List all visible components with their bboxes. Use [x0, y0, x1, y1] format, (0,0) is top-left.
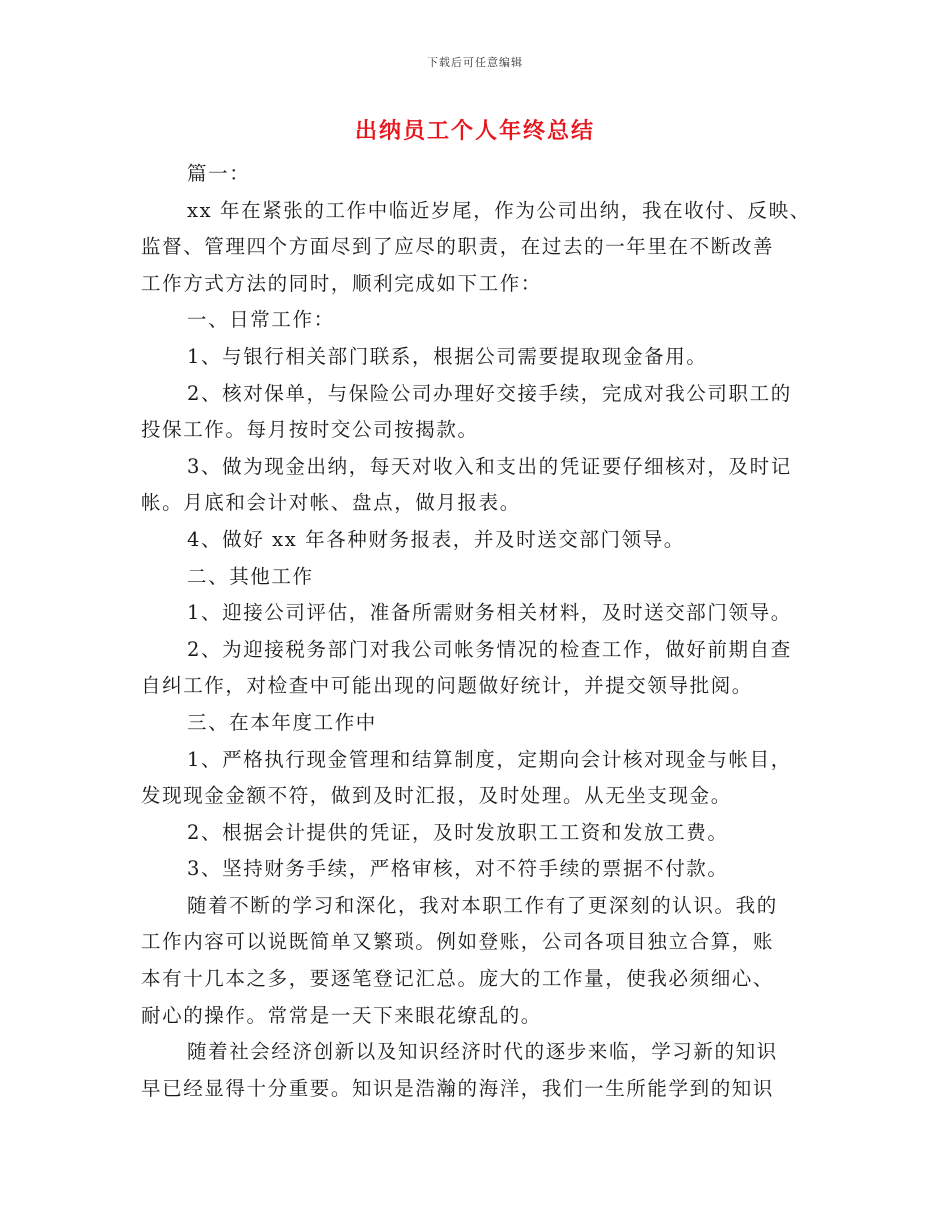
text-line: 三、在本年度工作中	[187, 710, 377, 734]
text-line: 3、做为现金出纳，每天对收入和支出的凭证要仔细核对，及时记	[187, 454, 792, 478]
text-line: 投保工作。每月按时交公司按揭款。	[141, 418, 479, 442]
text-line: xx 年在紧张的工作中临近岁尾，作为公司出纳，我在收付、反映、	[187, 198, 811, 222]
text-line: 工作方式方法的同时，顺利完成如下工作：	[141, 271, 542, 295]
text-line: 随着社会经济创新以及知识经济时代的逐步来临，学习新的知识	[187, 1040, 778, 1064]
text-line: 帐。月底和会计对帐、盘点，做月报表。	[141, 491, 521, 515]
text-line: 2、为迎接税务部门对我公司帐务情况的检查工作，做好前期自查	[187, 637, 792, 661]
text-line: 自纠工作，对检查中可能出现的问题做好统计，并提交领导批阅。	[141, 674, 753, 698]
text-line: 早已经显得十分重要。知识是浩瀚的海洋，我们一生所能学到的知识	[141, 1076, 775, 1100]
text-line: 3、坚持财务手续，严格审核，对不符手续的票据不付款。	[187, 857, 729, 881]
header-note: 下载后可任意编辑	[427, 56, 523, 69]
text-line: 发现现金金额不符，做到及时汇报，及时处理。从无坐支现金。	[141, 784, 732, 808]
document-title: 出纳员工个人年终总结	[354, 119, 595, 144]
text-line: 二、其他工作	[187, 564, 314, 588]
text-line: 一、日常工作：	[187, 308, 335, 332]
text-line: 监督、管理四个方面尽到了应尽的职责，在过去的一年里在不断改善	[141, 235, 775, 259]
text-line: 随着不断的学习和深化，我对本职工作有了更深刻的认识。我的	[187, 893, 778, 917]
document-body	[141, 156, 813, 1107]
text-line: 篇一：	[187, 162, 251, 185]
text-line: 2、根据会计提供的凭证，及时发放职工工资和发放工费。	[187, 820, 729, 844]
text-line: 1、严格执行现金管理和结算制度，定期向会计核对现金与帐目，	[187, 747, 792, 771]
text-line: 2、核对保单，与保险公司办理好交接手续，完成对我公司职工的	[187, 381, 792, 405]
text-line: 1、与银行相关部门联系，根据公司需要提取现金备用。	[187, 344, 708, 368]
text-line: 工作内容可以说既简单又繁琐。例如登账，公司各项目独立合算，账	[141, 930, 775, 954]
text-line: 本有十几本之多，要逐笔登记汇总。庞大的工作量，使我必须细心、	[141, 967, 775, 991]
text-line: 1、迎接公司评估，准备所需财务相关材料，及时送交部门领导。	[187, 601, 792, 625]
text-line: 4、做好 xx 年各种财务报表，并及时送交部门领导。	[187, 527, 685, 551]
text-line: 耐心的操作。常常是一天下来眼花缭乱的。	[141, 1003, 542, 1027]
